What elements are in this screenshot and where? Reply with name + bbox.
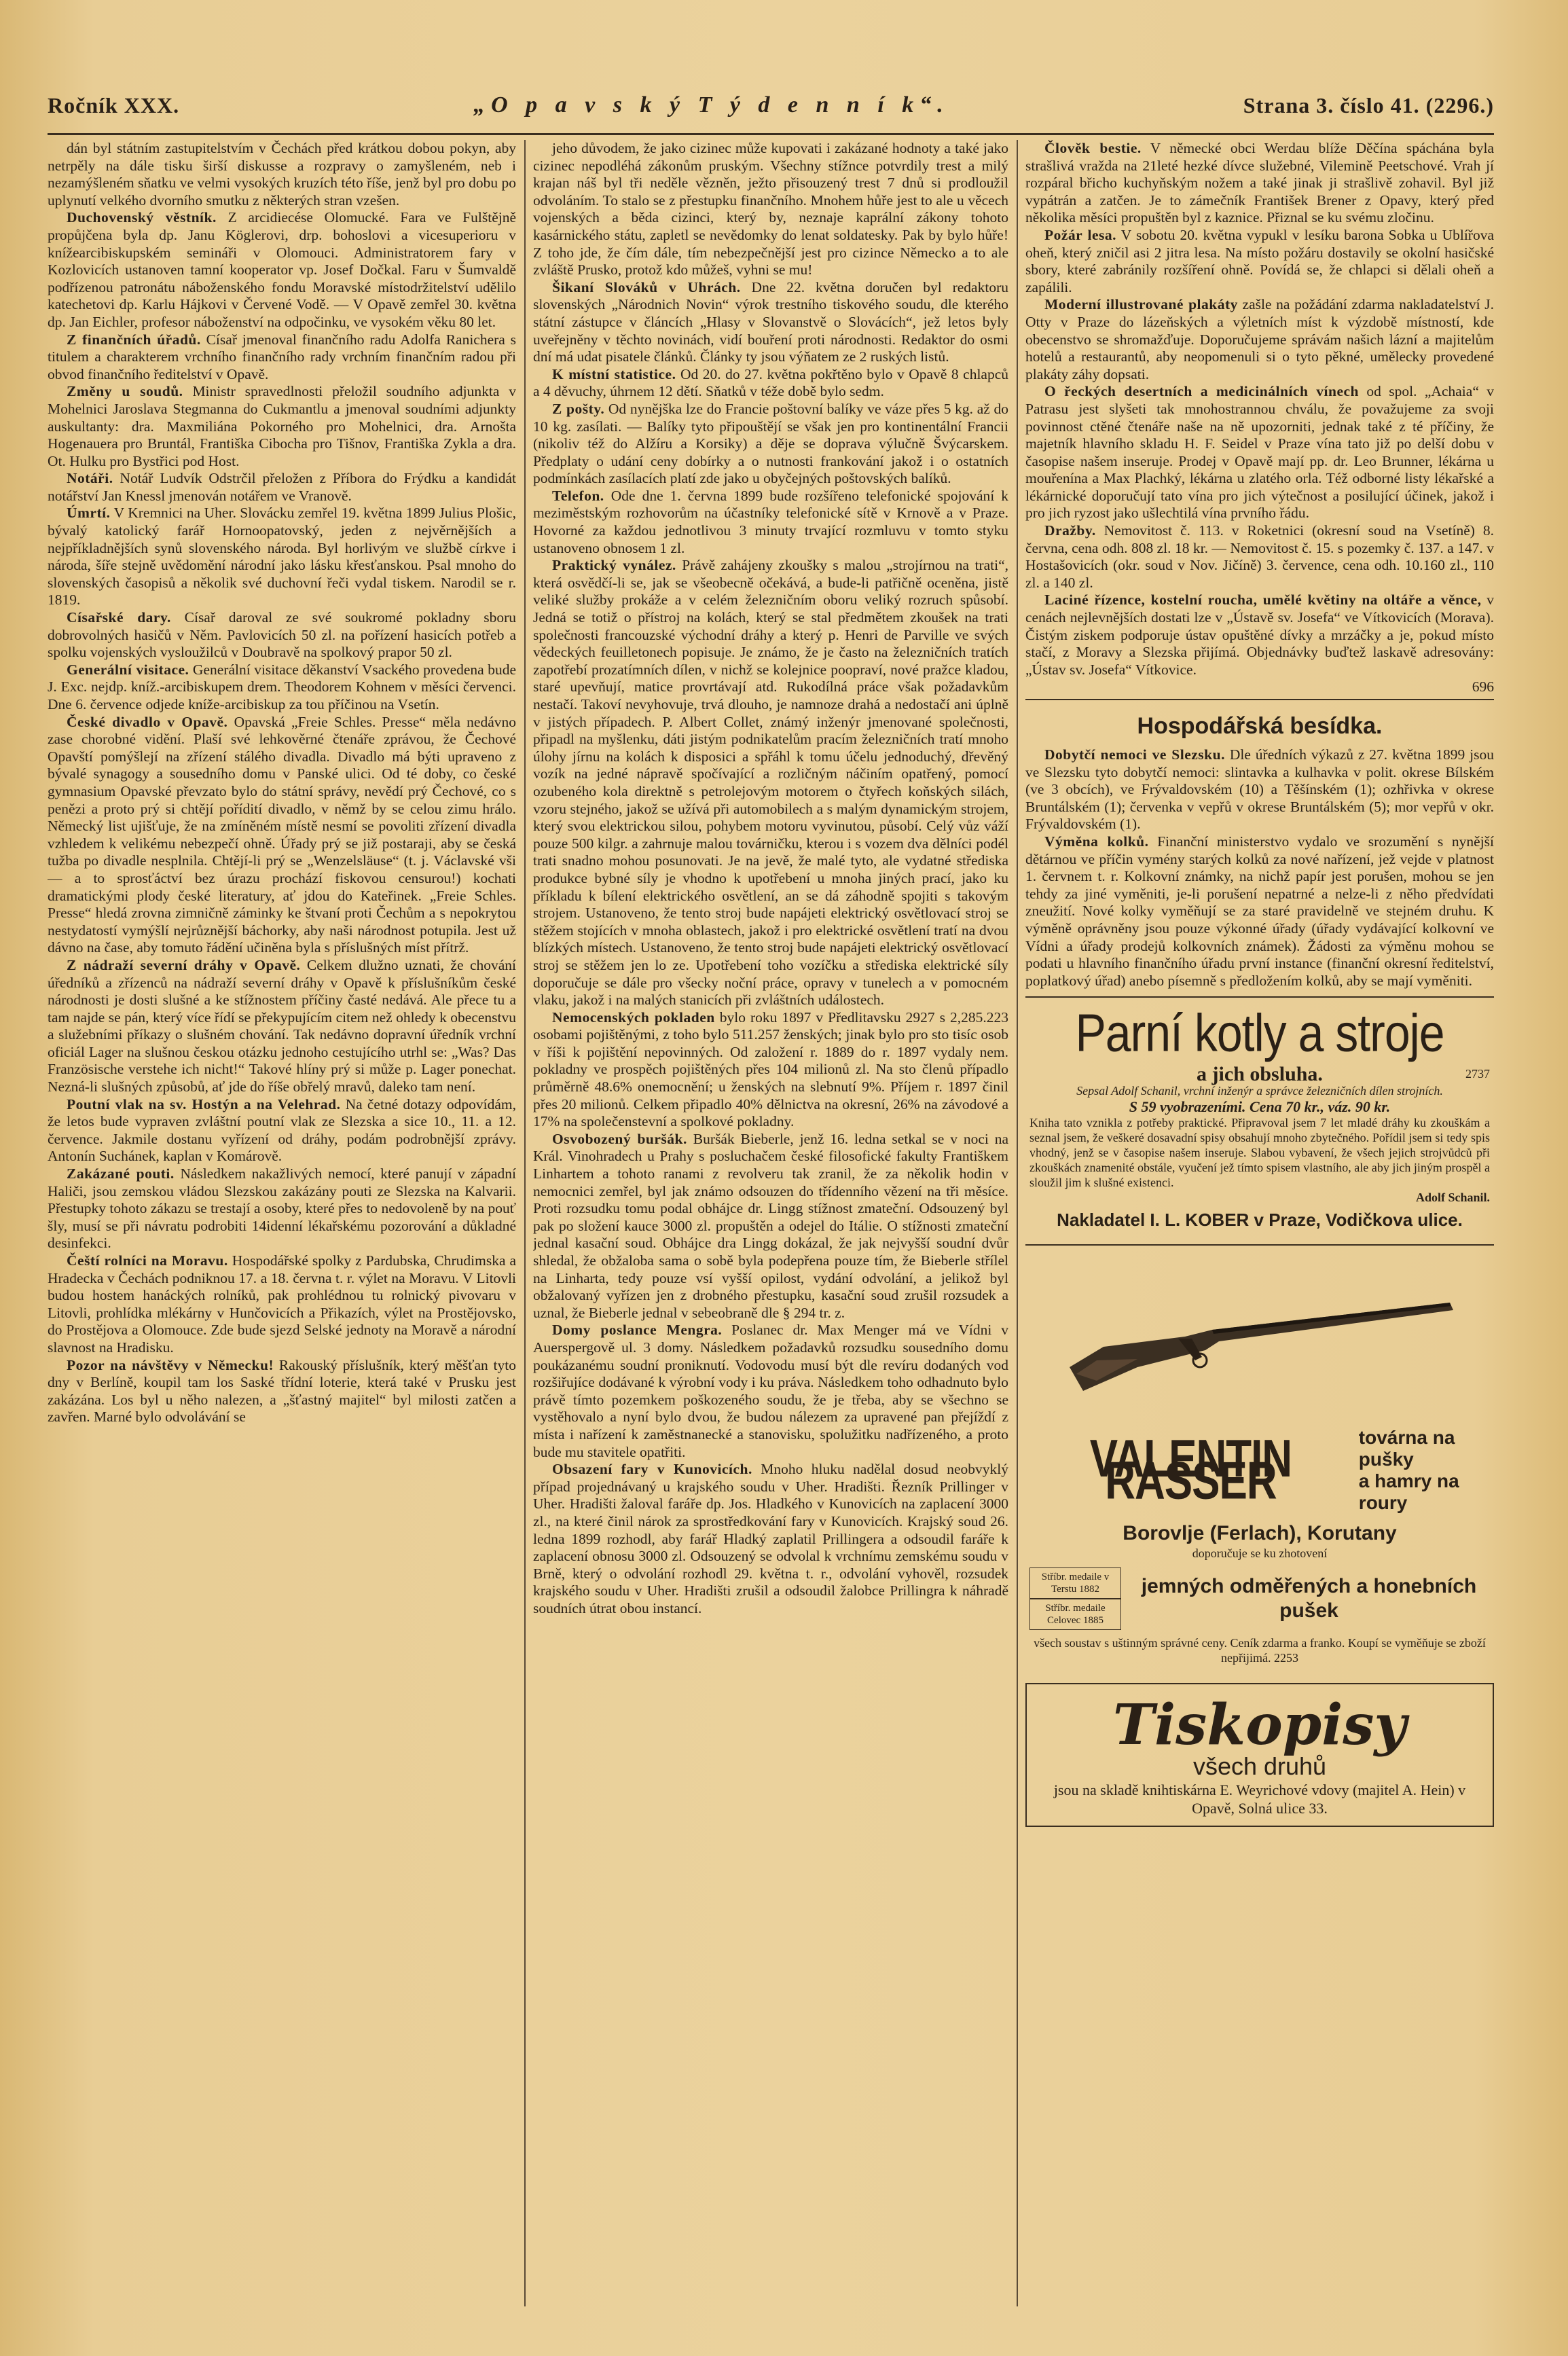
article <box>48 140 516 209</box>
article-text: od spol. „Achaia“ v Patrasu jest slyšeti tak mnohostrannou chválu, že považujeme za svoji povinnost ctěné čtenáře naše na ně upozorniti, jednak také z té příčiny, že majetník hlavního skladu H. F. Seidel v Praze vína tato již po delší dobu v časopise našem inseruje. Prodej v Opavě mají pp. dr. Leo Brunner, lékárna u mouřenína a Max Plachký, lékárna u zlatého orla. Též odborné listy lékařské a lékárnické doporučují tato vína pro jich výtečnost a posilující účinek, jakož i pro jich ryzost jako ušlechtilá vína prvního řádu. <box>1025 383 1494 522</box>
article <box>533 1009 1008 1131</box>
article-text: Na četné dotazy odpovídám, že letos bude vypraven zvláštní poutní vlak ze Slezska a sice 10., 11. a 12. července. Jakmile dostanu vyřízení od dráhy, podám podrobnější zprávy. Antonín Suchánek, kaplan v Komárově. <box>48 1095 516 1165</box>
article <box>48 331 516 384</box>
article-heading: Člověk bestie. <box>1044 140 1142 156</box>
article <box>1025 522 1494 592</box>
article-text: Nemovitost č. 113. v Roketnici (okresní soud na Vsetíně) 8. června, cena odh. 808 zl. 18 kr. — Nemovitost č. 15. s pozemky č. 137. a 147. v Hostašovicích (okr. soud v Nov. Jičíně) 3. července, cena odh. 10.160 zl., 110 zl. a 140 zl. <box>1025 522 1494 591</box>
article <box>1025 833 1494 990</box>
ad-author: Sepsal Adolf Schanil, vrchní inženýr a správce železničních dílen strojních. <box>1076 1083 1443 1098</box>
article-heading: Změny u soudů. <box>67 383 183 400</box>
article <box>48 957 516 1096</box>
article <box>533 140 1008 279</box>
article-number: 696 <box>1472 678 1494 695</box>
shotgun-illustration <box>1029 1254 1490 1427</box>
column-3 <box>1025 140 1494 2306</box>
article <box>1025 227 1494 296</box>
article <box>533 366 1008 401</box>
article <box>48 714 516 957</box>
article <box>48 383 516 470</box>
rasser-body <box>1029 1567 1490 1630</box>
article-text: Od 20. do 27. května pokřtěno bylo v Opavě 8 chlapců a 4 děvuchy, úhrnem 12 dětí. Sňatků v téže době bylo sedm. <box>533 365 1008 400</box>
article <box>533 279 1008 366</box>
article <box>48 209 516 331</box>
article-text: V Kremnici na Uher. Slovácku zemřel 19. května 1899 Julius Plošic, bývalý katolický farář Hornoopatovský, jeden z nejvěrnějších a nejpříkladnějších synů slovenského národa. Byl horlivým ve službě církve i národa, šíře stejně uvědomění národní jako lásku křesťanskou. Psal mnoho do slovenských časopisů a několik své duchovní řeči vydal tiskem. Narodil se r. 1819. <box>48 505 516 609</box>
article <box>533 488 1008 557</box>
company-name: VALENTIN RASSER <box>1089 1430 1292 1510</box>
article-text: v cenách nejlevnějších dostati lze v „Ústavě sv. Josefa“ ve Vítkovicích (Morava). Čistým ziskem podporuje ústav opuštěné dívky a mrzáčky a je, pokud místo stačí, z Moravy a Slezska přijímá. Objednávky buďtež laskavě adresovány: „Ústav sv. Josefa“ Vítkovice. <box>1025 592 1494 678</box>
article-text: Ode dne 1. června 1899 bude rozšířeno telefonické spojování k meziměstským rozhovorům na účastníky telefonické sítě v Krnově a v Praze. Hovorné za každou jednotlivou 3 minuty trvající rozmluvu v tomto styku ustanoveno obnosem 1 zl. <box>533 487 1008 556</box>
article-text: Notář Ludvík Odstrčil přeložen z Příbora do Frýdku a kandidát notářství Jan Knessl jmenován notářem ve Vranově. <box>48 470 516 504</box>
rasser-heading <box>1029 1427 1490 1514</box>
shotgun-icon <box>1056 1265 1463 1415</box>
article-heading: České divadlo v Opavě. <box>67 713 228 730</box>
section-rule <box>1025 699 1494 700</box>
article-heading: Telefon. <box>552 487 604 504</box>
article-heading: Dražby. <box>1044 522 1096 539</box>
article-text: Z arcidiecése Olomucké. Fara ve Fulštějně propůjčena byla dp. Janu Köglerovi, drp. bohoslovi a vicesuperioru v knížearcibiskupském semináři v Olomouci. Administratorem fary v Kozlovicích ustanoven tamní kooperator vp. Josef Dočkal. Faru v Šumvaldě podřízenou patronátu náboženského fondu Moravské místodržitelství udělilo katechetovi dp. Karlu Hájkovi v Červené Vodě. — V Opavě zemřel 30. května dp. Jan Eichler, profesor náboženství na odpočinku, ve vysokém věku 80 let. <box>48 209 516 330</box>
medal-2: Stříbr. medaile Celovec 1885 <box>1029 1599 1121 1630</box>
article-text: Dle úředních výkazů z 27. května 1899 jsou ve Slezsku tyto dobytčí nemoci: slintavka a kulhavka v polit. okrese Bílském (ve 3 obcích), ve Frývaldovském (10) a Těšínském (1); ozhřivka v okrese Bruntálském (1); červenka v vepřů v okrese Bruntálském (5); mor vepřů v okr. Frývaldovském (1). <box>1025 746 1494 833</box>
column-2 <box>533 140 1008 2306</box>
article-heading: Pozor na návštěvy v Německu! <box>67 1356 274 1373</box>
article-heading: Požár lesa. <box>1044 226 1116 243</box>
article-heading: Dobytčí nemoci ve Slezsku. <box>1044 746 1225 763</box>
article-text: Následkem nakažlivých nemocí, které panují v západní Haliči, jsou zemskou vládou Slezskou zakázány pouti ze Slezska na Kalvarii. Přestupky tohoto zákazu se trestají a osoby, které přes to nedovoleně by na pouť šly, musí se při návratu podrobiti 14idenní lékařskému pozorování a důkladné desinfekci. <box>48 1165 516 1252</box>
article-text: Dne 22. května doručen byl redaktoru slovenských „Národnich Novin“ výrok trestního tiskového soudu, dle kterého státní zástupce v článcích „Hlasy v Slovanstvě o Slovácích“, jež letos byly uveřejněny v těchto novinách, vidí bouření proti národnosti. Redaktor do osmi dní má udat pisatele článků. Články ty jsou výňatem ze 2 ruských listů. <box>533 278 1008 365</box>
section-heading: Hospodářská besídka. <box>1137 713 1383 739</box>
article-text: Mnoho hluku nadělal dosud neobvyklý případ projednávaný u krajského soudu v Uher. Hradišti. Řezník Prillinger v Uher. Hradišti žaloval faráře dp. Jos. Hladkého v Kunovicích na zaplacení 3000 zl., na které činil nárok za sprostředkování fary v Kunovicích. Krajský soud 26. ledna 1899 rozhodl, aby farář Hladký zaplatil Prillingera a odsoudil faráře k zaplacení obnosu 3000 zl. Odsouzený se odvolal k vrchnímu zemskému soudu v Brně, který o odvolání rozhodl 29. května t. r., odvolání vyhověl, rozsudek krajského soudu v Uher. Hradišti zrušil a odsoudil žalobce Prillingra k náhradě soudních útrat obou instancí. <box>533 1461 1008 1616</box>
article-heading: Nemocenských pokladen <box>552 1009 715 1026</box>
article <box>533 1461 1008 1617</box>
article-heading: Čeští rolníci na Moravu. <box>67 1252 228 1269</box>
page-number: Strana 3. číslo 41. (2296.) <box>1243 92 1494 117</box>
article-heading: Z nádraží severní dráhy v Opavě. <box>67 956 301 973</box>
ad-price: S 59 vyobrazeními. Cena 70 kr., váz. 90 kr. <box>1129 1098 1391 1115</box>
article-heading: Laciné řízence, kostelní roucha, umělé květiny na oltáře a věnce, <box>1044 592 1482 609</box>
ad-signature: Adolf Schanil. <box>1415 1191 1490 1205</box>
article <box>1025 746 1494 833</box>
article-heading: Duchovenský věstník. <box>67 209 217 226</box>
article-heading: Císařské dary. <box>67 609 171 626</box>
article <box>1025 383 1494 522</box>
article-heading: Notáři. <box>67 470 113 487</box>
ad-subtitle: a jich obsluha. <box>1197 1063 1323 1086</box>
article-text: V německé obci Werdau blíže Děčína spáchána byla strašlivá vražda na 21leté hezké dívce služebné, Vilemině Peetschové. Vrah jí rozpáral břicho kuchyňským nožem a také jinak ji strašlivě zohavil. Byl již vypátrán a zatčen. Je to zámečník František Brener z Opavy, který před několika měsíci propuštěn byl z kaznice. Přiznal se ku svému zločinu. <box>1025 140 1494 226</box>
article-heading: Z finančních úřadů. <box>67 331 201 348</box>
article-text: Generální visitace děkanství Vsackého provedena bude J. Exc. nejdp. kníž.-arcibiskupem drem. Theodorem Kohnem v měsíci červenci. Dne 6. července odjede kníže-arcibiskup za tou příčinou na Vsetín. <box>48 661 516 712</box>
article-text: Od nynějška lze do Francie poštovní balíky ve váze přes 5 kg. až do 10 kg. zasílati. — Balíky tyto připouštějí se však jen pro kontinentální Francii (nikoliv též do Alžíru a Korsiky) a děje se doprava výlučně Švýcarskem. Předplaty o udání ceny dobírky a o nutnosti frankování jakož i o ostatních podmínkách zasílacích platí zde jako u obyčejných poštovských balíků. <box>533 400 1008 487</box>
tiskopisy-text: jsou na skladě knihtiskárna E. Weyrichové vdovy (majitel A. Hein) v Opavě, Solná ulice 33. <box>1053 1781 1466 1817</box>
article-heading: Poutní vlak na sv. Hostýn a na Velehrad. <box>67 1095 341 1112</box>
column-1 <box>48 140 516 2306</box>
article-heading: Z pošty. <box>552 400 605 417</box>
article-heading: Zakázané pouti. <box>67 1165 175 1182</box>
article <box>533 401 1008 488</box>
article <box>1025 592 1494 696</box>
newspaper-title: „O p a v s k ý T ý d e n n í k“. <box>473 92 949 117</box>
tiskopisy-subtitle: všech druhů <box>1192 1752 1327 1781</box>
company-type-line-1: továrna na pušky <box>1358 1426 1455 1470</box>
article-text: Císař daroval ze své soukromé pokladny sboru dobrovolných hasičů v Něm. Pavlovicích 50 zl. na pořízení hasicích potřeb a spolku vojenských vysloužilců v Doubravě na spolkový prapor 50 zl. <box>48 609 516 661</box>
article <box>1025 140 1494 227</box>
article-text: Poslanec dr. Max Menger má ve Vídni v Auerspergově ul. 3 domy. Následkem požadavků rozsudku sousedního domu poukázanému soudní proniknutí. Vodovodu musí být dle revíru dodaných vod rozšiřujíce dodávané k výrobní vody i ku práva. Následkem toho odhadnuto bylo právě tímto pozemkem poškozeného soudu, že je třeba, aby se všechno se vystěhovalo a nyní bylo dvou, že budou nálezem za upravené pan přejíždí z místa i nařízení k zaměstnanecké a stanovisku, spolužitku nadřízeného, a proto bude mu stavitele opatřiti. <box>533 1322 1008 1460</box>
article-text: Rakouský příslušník, který měšťan tyto dny v Berlíně, koupil tam los Saské třídní loterie, která také v Prusku jest zakázána. Los byl u něho nalezen, a „šťastný majitel“ byl milosti zatčen a zavřen. Marné bylo odvolávání se <box>48 1356 516 1426</box>
article-text: Buršák Bieberle, jenž 16. ledna setkal se v noci na Král. Vinohradech u Prahy s posluchačem české filosofické fakulty Františkem Linhartem a tohoto ranami z revolveru tak zranil, že za několik hodin v nemocnici zemřel, byl jak známo odsouzen do třídenního vězení na tři měsíce. Proti rozsudku tomu podal obhájce dr. Lingg stížnost zmateční. Odsouzený byl pak po složení kauce 3000 zl. propuštěn a odejel do Itálie. O stížnosti zmateční jednal kasační soud. Obhájce dra Lingg dokázal, že jak nejvyšší soudní dvůr shledal, že obžaloba sama o sobě byla podepřena pouze tím, že Bieberle střílel na Linharta, tedy pouze vsí vyšší opilost, vydání odvolání, a jelikož byl obžalovaný vyřízen jen z drobného přestupku, kasační soud zrušil rozsudek a uznal, že Bieberle jednal v sebeobraně dle § 294 tr. z. <box>533 1130 1008 1321</box>
article-text: jeho důvodem, že jako cizinec může kupovati i zakázané hodnoty a také jako cizinec nepodléhá zákonům pruským. Všechny stížnce potvrdily trest a milý krajan náš byl tři neděle vězněn, ježto přisouzený trest 7 dnů si prodloužil odvoláním. To stalo se z přestupku finančního. Mnohem hůře jest to ale u věcech vojenských a běda cizinci, který by, neznaje kaprální zákony tohoto kasárnického státu, zapletl se nevědomky do lenat soldatesky. Pak by bylo hůře! Z toho jde, že čím dále, tím nebezpečnější jest pro cizince Německo a to ale zvláště Prusko, protož kdo můžeš, vyhni se mu! <box>533 140 1008 278</box>
ad-tiskopisy <box>1025 1683 1494 1827</box>
article-text: dán byl státním zastupitelstvím v Čechách před krátkou dobou pokyn, aby netrpěly na dále tisku širší diskusse a rozpravy o zamyšleném, neb i nezamýšleném sňatku ve velmi vysokých kruzích této říše, jenž byl pro dobu po uplynutí velkého dvorního smutku z některých stran vzešen. <box>48 140 516 209</box>
article-text: V sobotu 20. května vypukl v lesíku barona Sobka u Ublířova oheň, který zničil asi 2 jitra lesa. Na místo požáru dostavily se okolní hasičské sbory, které zabránily rozšíření ohně. Povídá se, že chlapci si dělali oheň a zapálili. <box>1025 226 1494 295</box>
article-heading: Výměna kolků. <box>1044 833 1149 850</box>
news-items <box>1025 140 1494 696</box>
rasser-product: jemných odměřených a honebních pušek <box>1141 1575 1477 1623</box>
company-note: doporučuje se ku zhotovení <box>1192 1546 1328 1561</box>
article-heading: Generální visitace. <box>67 661 189 678</box>
ad-rasser <box>1025 1244 1494 1674</box>
article <box>533 1322 1008 1461</box>
article-heading: Osvobozený buršák. <box>552 1130 687 1147</box>
article-heading: Praktický vynález. <box>552 557 676 574</box>
article <box>533 557 1008 1009</box>
article <box>48 1165 516 1252</box>
article <box>48 662 516 714</box>
article-text: Právě zahájeny zkoušky s malou „strojírnou na trati“, která osvědčí-li se, jak se všeobecně očekává, a bude-li patřičně oceněna, jistě veliké služby prokáže a v celém železničním oboru veliký rozruch spůsobí. Jedná se totiž o přístroj na kolách, který se stal předmětem zkoušek na trati společnosti francouzské východní dráhy a který p. Henri de Parville ve svých vědeckých feuilletonech popisuje. Je známo, že je často na železničních tratích zapotřebí prozatímních dílen, v nichž se kolejnice poopraví, nové pražce kladou, staré upevňují, matice provrtávají atd. Rukodílná práce však požadavkům nestačí. Takoví nevyhovuje, trvá dlouho, je namnoze drahá a nedostačí ani úplně v jistých případech. P. Albert Collet, známý inženýr jmenované společnosti, připadl na myšlenku, dáti jistým podnikatelům pracím železničních tratí mnoho úlohy jírnu na kolách k disposici a spřáhl k tomu účelu jednoduchý, dřevěný vozík na jedné nápravě spočívající a rozličným náčiním opatřený, pomocí ozubeného kola direktně s petrolejovým motorem o čtyřech koňských silách, vzoru stejného, jakož se užívá při automobilech a s malým dynamickým strojem, který svou elektrickou silou, pohybem motoru vyvinutou, působí. Celý vůz váží pouze 500 kilgr. a zahrnuje malou továrničku, kterou i s vozem dva dělníci podél trati snadno mohou posunovati. Je na jevě, že malé tyto, ale vydatné střediska produkce bybné síly je vhodno k upotřebení u mnoha jiných prací, jako ku příkladu k bílení elektrického osvětlení, an se dá záhodně spojiti s takovým strojem. Ustanoveno, že tento stroj bude napájeti elektrický osvětlovací stroj se stěžem stojících v mnoha oblastech, jakož i pro elektrické osvětlení tratí na dvou blízkých místech. Ustanoveno, že tento stroj bude napájeti elektrický osvětlovací stroj se stěžem jen lo ze. Upotřebení toho vozíčku a střediska elektrické síly doporučuje se dále pro všecky noční práce, opravy v tunelech a v pomocném vlaku, jakož i na malých stanicích při zvláštních událostech. <box>533 557 1008 1009</box>
company-type <box>1359 1427 1490 1514</box>
article-text: Ministr spravedlnosti přeložil soudního adjunkta v Mohelnici Jaroslava Stegmanna do Cukmantlu a jmenoval soudními adjunkty auskultanty: dra. Maxmiliána Pokorného pro Mohelnici, drа. Arnošta Hogenauera pro Bruntál, Františka Cibocha pro Tišnov, Františka Zykla a dra. Ot. Hulku pro Bystřici pod Host. <box>48 383 516 469</box>
tiskopisy-title: Tiskopisy <box>1112 1692 1407 1758</box>
article <box>48 1096 516 1165</box>
rasser-footer: všech soustav s uštinným správné ceny. Ceník zdarma a franko. Koupí se vyměňuje se zboží nepřijimá. 2253 <box>1034 1636 1486 1665</box>
ad-number: 2737 <box>1465 1066 1490 1081</box>
page-header <box>48 81 1494 129</box>
article-heading: Domy poslance Mengra. <box>552 1322 723 1339</box>
article-heading: K místní statistice. <box>552 365 676 382</box>
article <box>533 1131 1008 1322</box>
article <box>1025 296 1494 383</box>
ad-parni-kotly <box>1025 996 1494 1237</box>
article-heading: Obsazení fary v Kunovicích. <box>552 1461 752 1478</box>
article <box>48 505 516 609</box>
article-heading: Šikaní Slováků v Uhrách. <box>552 278 741 295</box>
article-heading: O řeckých desertních a medicinálních vínech <box>1044 383 1360 400</box>
article-heading: Úmrtí. <box>67 505 111 522</box>
article-text: Císař jmenoval finančního radu Adolfa Ranichera s titulem a charakterem vrchního finančního rady vrchním finančním radou při obvod finančního ředitelství v Opavě. <box>48 331 516 382</box>
header-rule <box>48 133 1494 135</box>
article <box>48 1252 516 1357</box>
article-text: Celkem dlužno uznati, že chování úředníků a zřízenců na nádraží severní dráhy v Opavě k příslušníkům české národnosti je dosti slušné a ke stížnostem příčiny časté nedává. Ale přece tu a tam najde se pán, který více řídí se překypujícím citem než ohledy k obecenstvu a služebními příkazy o slušném chování. Tak nedávno dopravní úředník vrchní oficiál Lager na slušnou českou otázku jednoho cestujícího utrhl se: „Was? Das Französische verstehe ich nicht!“ Takové hlíny prý si může p. Lager ponechat. Nezná-li slušných způsobů, ať jde do říše obřelý mravů, daleko tam není. <box>48 956 516 1095</box>
ad-publisher: Nakladatel I. L. KOBER v Praze, Vodičkova ulice. <box>1057 1210 1463 1231</box>
company-type-line-2: a hamry na roury <box>1358 1470 1459 1513</box>
article-text: zašle na požádání zdarma nakladatelství J. Otty v Praze do lázeňských a výletních míst k výzdobě místností, kde obecenstvo se shromažďuje. Doporučujeme správám našich lázní a majitelům hotelů a restaurantů, aby neopomenuli si o tyto pěkné, umělecky provedené plakáty záhy dopsati. <box>1025 296 1494 382</box>
besidka-items <box>1025 746 1494 990</box>
article <box>48 609 516 662</box>
article-text: Opavská „Freie Schles. Presse“ měla nedávno zase chorobné vidění. Plaší své lehkověrné čtenáře zprávou, že Čechové Opavští pomýšlejí na zřízení stálého divadla. Divadlo má býti upraveno z bývalé synagogy a sousedního domu v Panské ulici. Od té doby, co české gymnasium Opavské převzato bylo do státní správy, nevědí prý Čechové, co s penězi a proto prý si chtějí pořídití divadlo, v němž by se celou zimu hrálo. Německý list ujišťuje, že na zmíněném místě nesmí se povoliti zřízení divadla vzhledem k velikému nebezpečí ohně. Úřady prý se již postaraji, aby se česká tužba po divadle nesplnila. Chtějí-li prý se „Wenzelsläuse“ (t. j. Václavské vši — a to sprosťáctví bez úrazu prochází fiskovou censurou!) kochati dramatickými plody české literatury, ať jdou do Kateřinek. „Freie Schles. Presse“ hledá zrovna zimničně záminky ke štvaní proti Čechům a s nepokrytou nestydatostí vymýšlí nejrůznější báchorky, aby naši národnost potupila. Jest už dávno na čase, aby tomuto řádění učiněna byla s příslušných míst přítrž. <box>48 713 516 956</box>
article <box>48 470 516 505</box>
column-divider <box>1017 140 1018 2306</box>
article-text: bylo roku 1897 v Předlitavsku 2927 s 2,285.223 osobami pojištěnými, z toho bylo 511.257 ženských; jinak bylo pro sto tisíc osob v říši k pojištění nepovinných. Od založení r. 1889 do r. 1897 vydaly nem. pokladny ve prospěch pojištěných přes 104 milionů zl. Na sto členů případlo průměrně 48.6% onemocnění; u ženských na slebnutí 9%. Příjem r. 1897 činil přes 20 milionů. Celkem připadlo 40% dělnictva na okresní, 26% na závodové a 17% na společenstevní a spolkové pokladny. <box>533 1009 1008 1130</box>
volume-label: Ročník XXX. <box>48 92 180 117</box>
ad-description: Kniha tato vznikla z potřeby praktické. Připravoval jsem 7 let mladé dráhy ku zkouškám a seznal jsem, že veškeré dosavadní spisy obsahují mnoho zbytečného. Pořídil jsem si tedy spis vhodný, jenž se v časopise našem inseruje. Slabou vybavení, že všech jejich strojvůdců při zkouškách znamenité obstále, vyučení jež tímto spisem vlastního, ale aby jich jiným prospěl a sloužil jim k slušné existenci. <box>1029 1116 1490 1190</box>
ad-title: Parní kotly a stroje <box>1075 1003 1444 1064</box>
article <box>48 1357 516 1426</box>
company-town: Borovlje (Ferlach), Korutany <box>1123 1521 1397 1544</box>
medals <box>1029 1567 1121 1630</box>
article-text: Hospodářské spolky z Pardubska, Chrudimska a Hradecka v Čechách podniknou 17. a 18. června t. r. výlet na Moravu. V Litovli budou hostem hanáckých rolníků, pak prohlédnou tu rolnický pivovaru v Litovli, prohlídka mlékárny v Hunčovicích a Přikazích, výlet na Prostějovsko, do Prostějova a Olomouce. Zde bude sjezd Selské jednoty na Moravě a národní slavnost na Hradisku. <box>48 1252 516 1356</box>
article-heading: Moderní illustrované plakáty <box>1044 296 1238 313</box>
medal-1: Stříbr. medaile v Terstu 1882 <box>1029 1567 1121 1599</box>
article-text: Finanční ministerstvo vydalo ve srozumění s nynější dětárnou ve příčin vymény starých kolků za nové nařízení, jež vejde v platnost 1. červnem t. r. Kolkovní známky, na nichž papír jest porušen, mohou se jen tehdy za jiné vyměniti, je-li porušení nepatrné a nelze-li z něho předvídati zneužití. Nové kolky vyměňují se za staré pravidelně ve stejném druhu. K výměně oprávněny jsou pouze výkonné úřady (úřady vydávající kolkovní ve Vídni a úřady prodejů kolkovních známek). Žádosti za výměnu mohou se podati u hlavního finančního úřadu první instance (finanční okresní ředitelství, poplatkový úřad) anebo písemně s předložením kolků, aby se mají vyměniti. <box>1025 833 1494 989</box>
column-divider <box>524 140 526 2306</box>
